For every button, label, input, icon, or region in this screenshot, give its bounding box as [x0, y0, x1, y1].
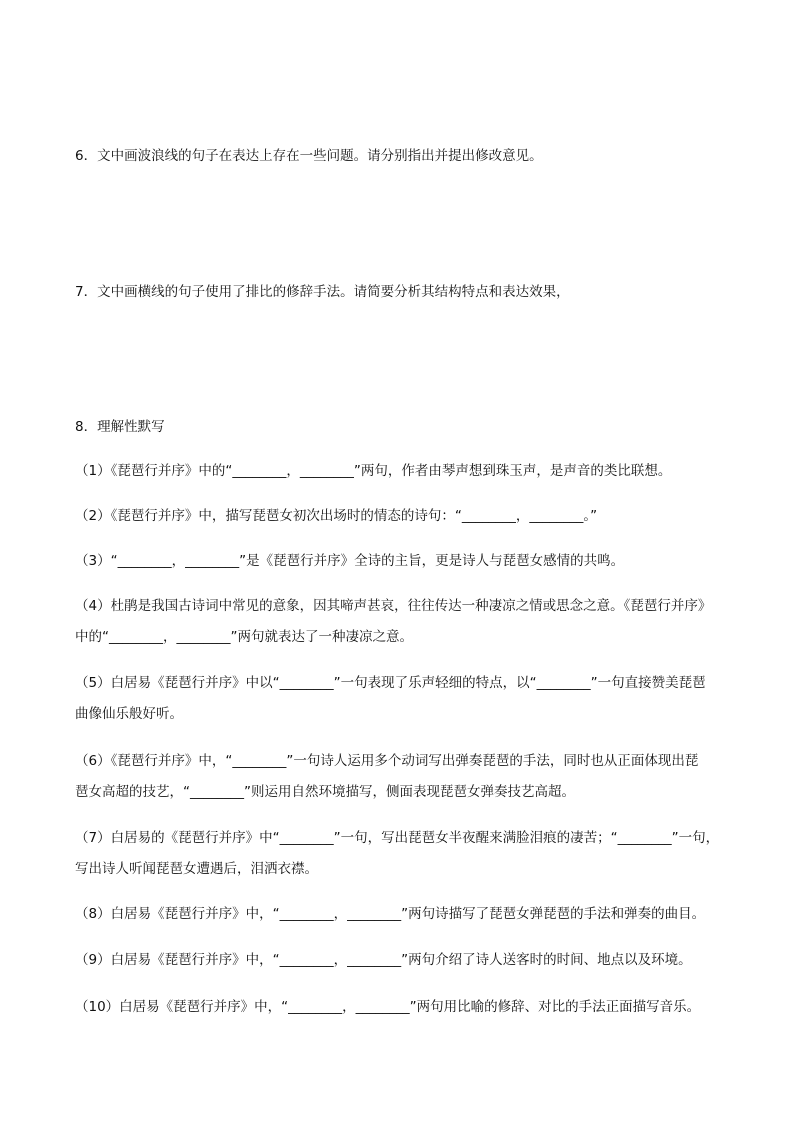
fill-item-3: [75, 546, 735, 577]
fill-item-3-line-1: （3）“________，________”是《琵琶行并序》全诗的主旨，更是诗人与琵琶女感情的共鸣。: [75, 553, 625, 569]
fill-item-9-line-1: （9）白居易《琵琶行并序》中，“________，________”两句介绍了诗人送客时的时间、地点以及环境。: [75, 952, 692, 968]
fill-item-6-line-2: 琶女高超的技艺，“________”则运用自然环境描写，侧面表现琵琶女弹奏技艺高超。: [75, 784, 575, 800]
question-6: 6．文中画波浪线的句子在表达上存在一些问题。请分别指出并提出修改意见。: [75, 148, 543, 164]
fill-item-10-line-1: （10）白居易《琵琶行并序》中，“________，________”两句用比喻的修辞、对比的手法正面描写音乐。: [75, 999, 701, 1015]
question-8-heading: 8．理解性默写: [75, 419, 165, 435]
fill-item-7-line-1: （7）白居易的《琵琶行并序》中“________”一句，写出琵琶女半夜醒来满脸泪痕的凄苦；“________”一句，: [75, 830, 720, 846]
fill-item-4: [75, 591, 735, 653]
fill-item-8: [75, 899, 735, 930]
fill-item-5-line-1: （5）白居易《琵琶行并序》中以“________”一句表现了乐声轻细的特点，以“________”一句直接赞美琵琶: [75, 675, 706, 691]
fill-item-5: [75, 668, 735, 730]
fill-item-4-line-2: 中的“________，________”两句就表达了一种凄凉之意。: [75, 629, 413, 645]
fill-item-7-line-2: 写出诗人听闻琵琶女遭遇后，泪洒衣襟。: [75, 861, 318, 877]
fill-item-8-line-1: （8）白居易《琵琶行并序》中，“________，________”两句诗描写了琵琶女弹琵琶的手法和弹奏的曲目。: [75, 906, 706, 922]
fill-item-9: [75, 945, 735, 976]
fill-item-10: [75, 992, 735, 1023]
fill-item-5-line-2: 曲像仙乐般好听。: [75, 706, 183, 722]
fill-item-7: [75, 823, 735, 885]
fill-item-1-line-1: （1）《琵琶行并序》中的“________，________”两句，作者由琴声想到珠玉声，是声音的类比联想。: [75, 463, 672, 479]
fill-item-2: [75, 501, 735, 532]
fill-item-1: [75, 456, 735, 487]
fill-item-6-line-1: （6）《琵琶行并序》中，“________”一句诗人运用多个动词写出弹奏琵琶的手法，同时也从正面体现出琵: [75, 753, 699, 769]
question-7: 7．文中画横线的句子使用了排比的修辞手法。请简要分析其结构特点和表达效果，: [75, 284, 570, 300]
fill-item-4-line-1: （4）杜鹃是我国古诗词中常见的意象，因其啼声甚哀，往往传达一种凄凉之情或思念之意。《琵琶行并序》: [75, 598, 712, 614]
fill-item-2-line-1: （2）《琵琶行并序》中，描写琵琶女初次出场时的情态的诗句：“________，________。”: [75, 508, 598, 524]
fill-item-6: [75, 746, 735, 808]
